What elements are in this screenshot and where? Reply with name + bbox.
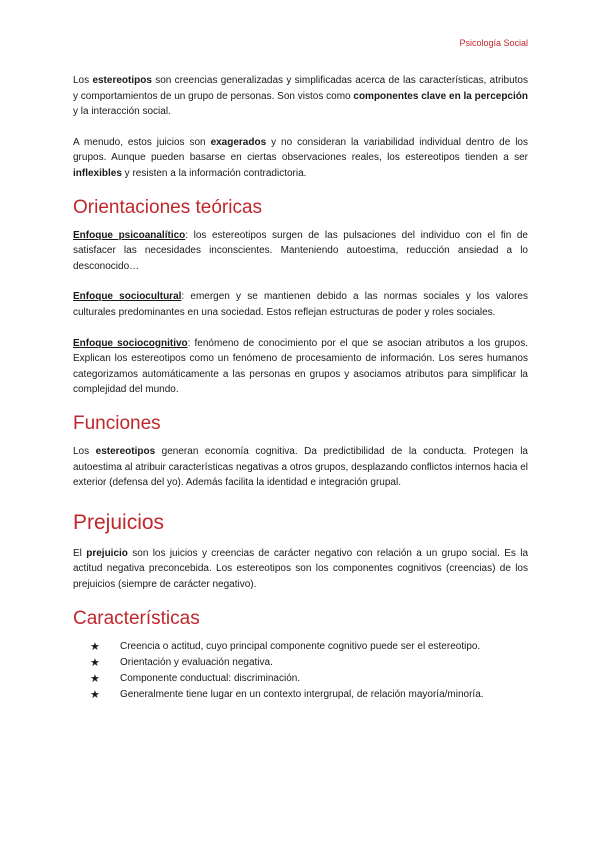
heading-caracteristicas: Características xyxy=(73,608,200,630)
list-item xyxy=(90,655,528,671)
intro-paragraph-1 xyxy=(73,73,528,120)
text-run: y resisten a la información contradictoria. xyxy=(121,167,307,179)
list-item xyxy=(90,671,528,687)
bold-term: prejuicio xyxy=(86,547,128,559)
list-item-text: Componente conductual: discriminación. xyxy=(120,673,301,685)
caracteristicas-list xyxy=(73,639,528,703)
text-run: Los xyxy=(73,445,96,457)
bold-term: inflexibles xyxy=(73,167,122,179)
list-item xyxy=(90,687,528,703)
bold-term: estereotipos xyxy=(95,445,156,457)
funciones-paragraph xyxy=(73,444,528,491)
term-underlined: Enfoque psicoanalítico xyxy=(73,229,186,241)
list-item-text: Orientación y evaluación negativa. xyxy=(120,657,273,669)
star-bullet-icon: ★ xyxy=(90,689,100,702)
list-item-text: Generalmente tiene lugar en un contexto intergrupal, de relación mayoría/minoría. xyxy=(120,689,484,701)
text-run: son creencias generalizadas y simplificadas acerca de las características, atributos y comportamientos de un grupo de personas. Son vistos como xyxy=(73,75,528,102)
term-underlined: Enfoque sociocultural xyxy=(73,291,182,303)
star-bullet-icon: ★ xyxy=(90,673,100,686)
bold-term: estereotipos xyxy=(92,75,152,86)
running-header: Psicología Social xyxy=(459,38,528,48)
page-content xyxy=(73,73,528,703)
star-bullet-icon: ★ xyxy=(90,657,100,670)
text-run: : los estereotipos surgen de las pulsaciones del individuo con el fin de satisfacer las necesidades inconscientes. Manteniendo autoestima, reducción ansiedad a lo desconocido… xyxy=(73,229,528,272)
text-run: generan economía cognitiva. Da predictibilidad de la conducta. Protegen la autoestima al atribuir características negativas a otros grupos, desplazando conflictos internos hacia el exterior (defensa del yo). Además facilita la identidad e integración grupal. xyxy=(73,445,528,489)
text-run: Los xyxy=(73,75,93,86)
enfoque-sociocognitivo xyxy=(73,336,528,398)
heading-funciones: Funciones xyxy=(73,412,161,434)
heading-prejuicios: Prejuicios xyxy=(73,510,165,534)
bold-term: componentes clave en la percepción xyxy=(353,90,528,102)
term-underlined: Enfoque sociocognitivo xyxy=(73,337,188,349)
text-run: y no consideran la variabilidad individual dentro de los grupos. Aunque pueden basarse en ciertas observaciones reales, los estereotipos tienden a ser xyxy=(73,136,528,164)
bold-term: exagerados xyxy=(210,136,267,148)
enfoque-sociocultural xyxy=(73,289,528,320)
list-item-text: Creencia o actitud, cuyo principal componente cognitivo puede ser el estereotipo. xyxy=(120,641,481,653)
heading-orientaciones: Orientaciones teóricas xyxy=(73,196,263,218)
intro-paragraph-2 xyxy=(73,135,528,182)
prejuicios-paragraph xyxy=(73,546,528,593)
text-run: El xyxy=(73,547,87,559)
list-item xyxy=(90,639,528,655)
text-run: son los juicios y creencias de carácter negativo con relación a un grupo social. Es la actitud negativa preconcebida. Los estereotipos son los componentes cognitivos (creencias) de los prejuicios (siempre de carácter negativo). xyxy=(73,547,529,590)
enfoque-psicoanalitico xyxy=(73,228,528,275)
text-run: : fenómeno de conocimiento por el que se asocian atributos a los grupos. Explican los estereotipos como un fenómeno de procesamiento de información. Los seres humanos categorizamos automáticamente a las personas en grupos y asociamos atributos para simplificar la complejidad del mundo. xyxy=(73,337,528,396)
text-run: y la interacción social. xyxy=(73,106,171,118)
star-bullet-icon: ★ xyxy=(90,641,100,654)
text-run: A menudo, estos juicios son xyxy=(73,136,211,148)
text-run: : emergen y se mantienen debido a las normas sociales y los valores culturales predominantes en una sociedad. Estos reflejan estructuras de poder y roles sociales. xyxy=(73,291,528,318)
